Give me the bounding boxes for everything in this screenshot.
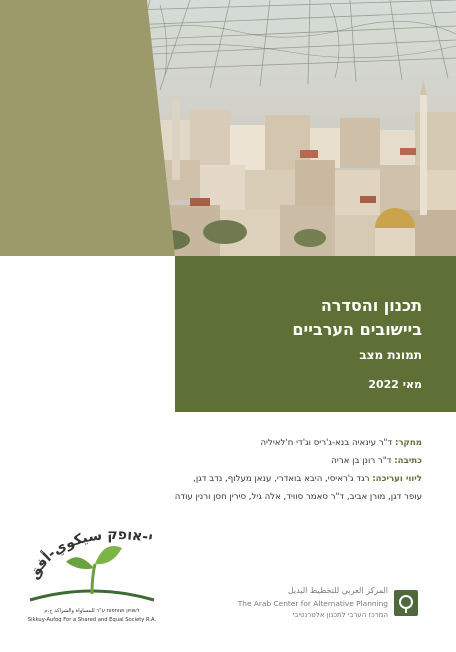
arab-center-name-ar: المركز العربي للتخطيط البديل	[287, 586, 388, 595]
town-photo-illustration	[130, 0, 456, 256]
sikkuy-tagline-en: Sikkuy-Aufoq For a Shared and Equal Society R.A.	[27, 617, 157, 623]
credit-row-editing	[92, 470, 422, 488]
report-title-line-1: תכנון והסדרה	[320, 296, 422, 315]
credit-row-writing	[92, 452, 422, 470]
arab-center-mark-icon	[394, 590, 418, 616]
credits-block	[92, 434, 422, 506]
svg-text:סיכוי-אופק سيكوي-أفق	[22, 520, 154, 582]
olive-panel	[0, 0, 175, 256]
credit-row-editing-continued	[92, 488, 422, 506]
title-box	[175, 256, 456, 412]
sprout-logo-icon	[22, 520, 162, 608]
credit-value: עופר דגן, מורן אביב, ד"ר סאמר סוויד, אלה גיל, סירין חסן ורנין עודה	[174, 492, 422, 502]
credit-row-research	[92, 434, 422, 452]
report-title-line-2: ביישובים הערביים	[292, 320, 422, 339]
report-date: מאי 2022	[368, 378, 422, 391]
credit-label: ליווי ועריכה:	[372, 474, 422, 484]
arab-center-logo	[222, 584, 418, 630]
sikkuy-logo	[22, 520, 162, 626]
arab-center-name-en: The Arab Center for Alternative Planning	[237, 599, 388, 608]
credit-label: כתיבה:	[394, 456, 422, 466]
report-subtitle: תמונת מצב	[359, 348, 422, 362]
town-photo	[130, 0, 456, 256]
sikkuy-tagline-he-ar: לשוויון ושותפות ע"ר للمساواة والشراكة ج.م	[44, 608, 140, 614]
credit-value: ד"ר רונן בן אריה	[331, 456, 392, 466]
credit-label: מחקר:	[394, 438, 422, 448]
sikkuy-name-text: י-אופק سيكوي-أفق	[25, 526, 154, 582]
arab-center-name-he: המרכז הערבי לתכנון אלטרנטיבי	[292, 611, 388, 619]
credit-value: ד"ר עינאיה בנא-ג'ריס וג'די ח'לאיליה	[260, 438, 393, 448]
credit-value: רגד ג'ראיסי, היבא בואדרי, ענאן מעלוף, נדב דגן,	[193, 474, 370, 484]
